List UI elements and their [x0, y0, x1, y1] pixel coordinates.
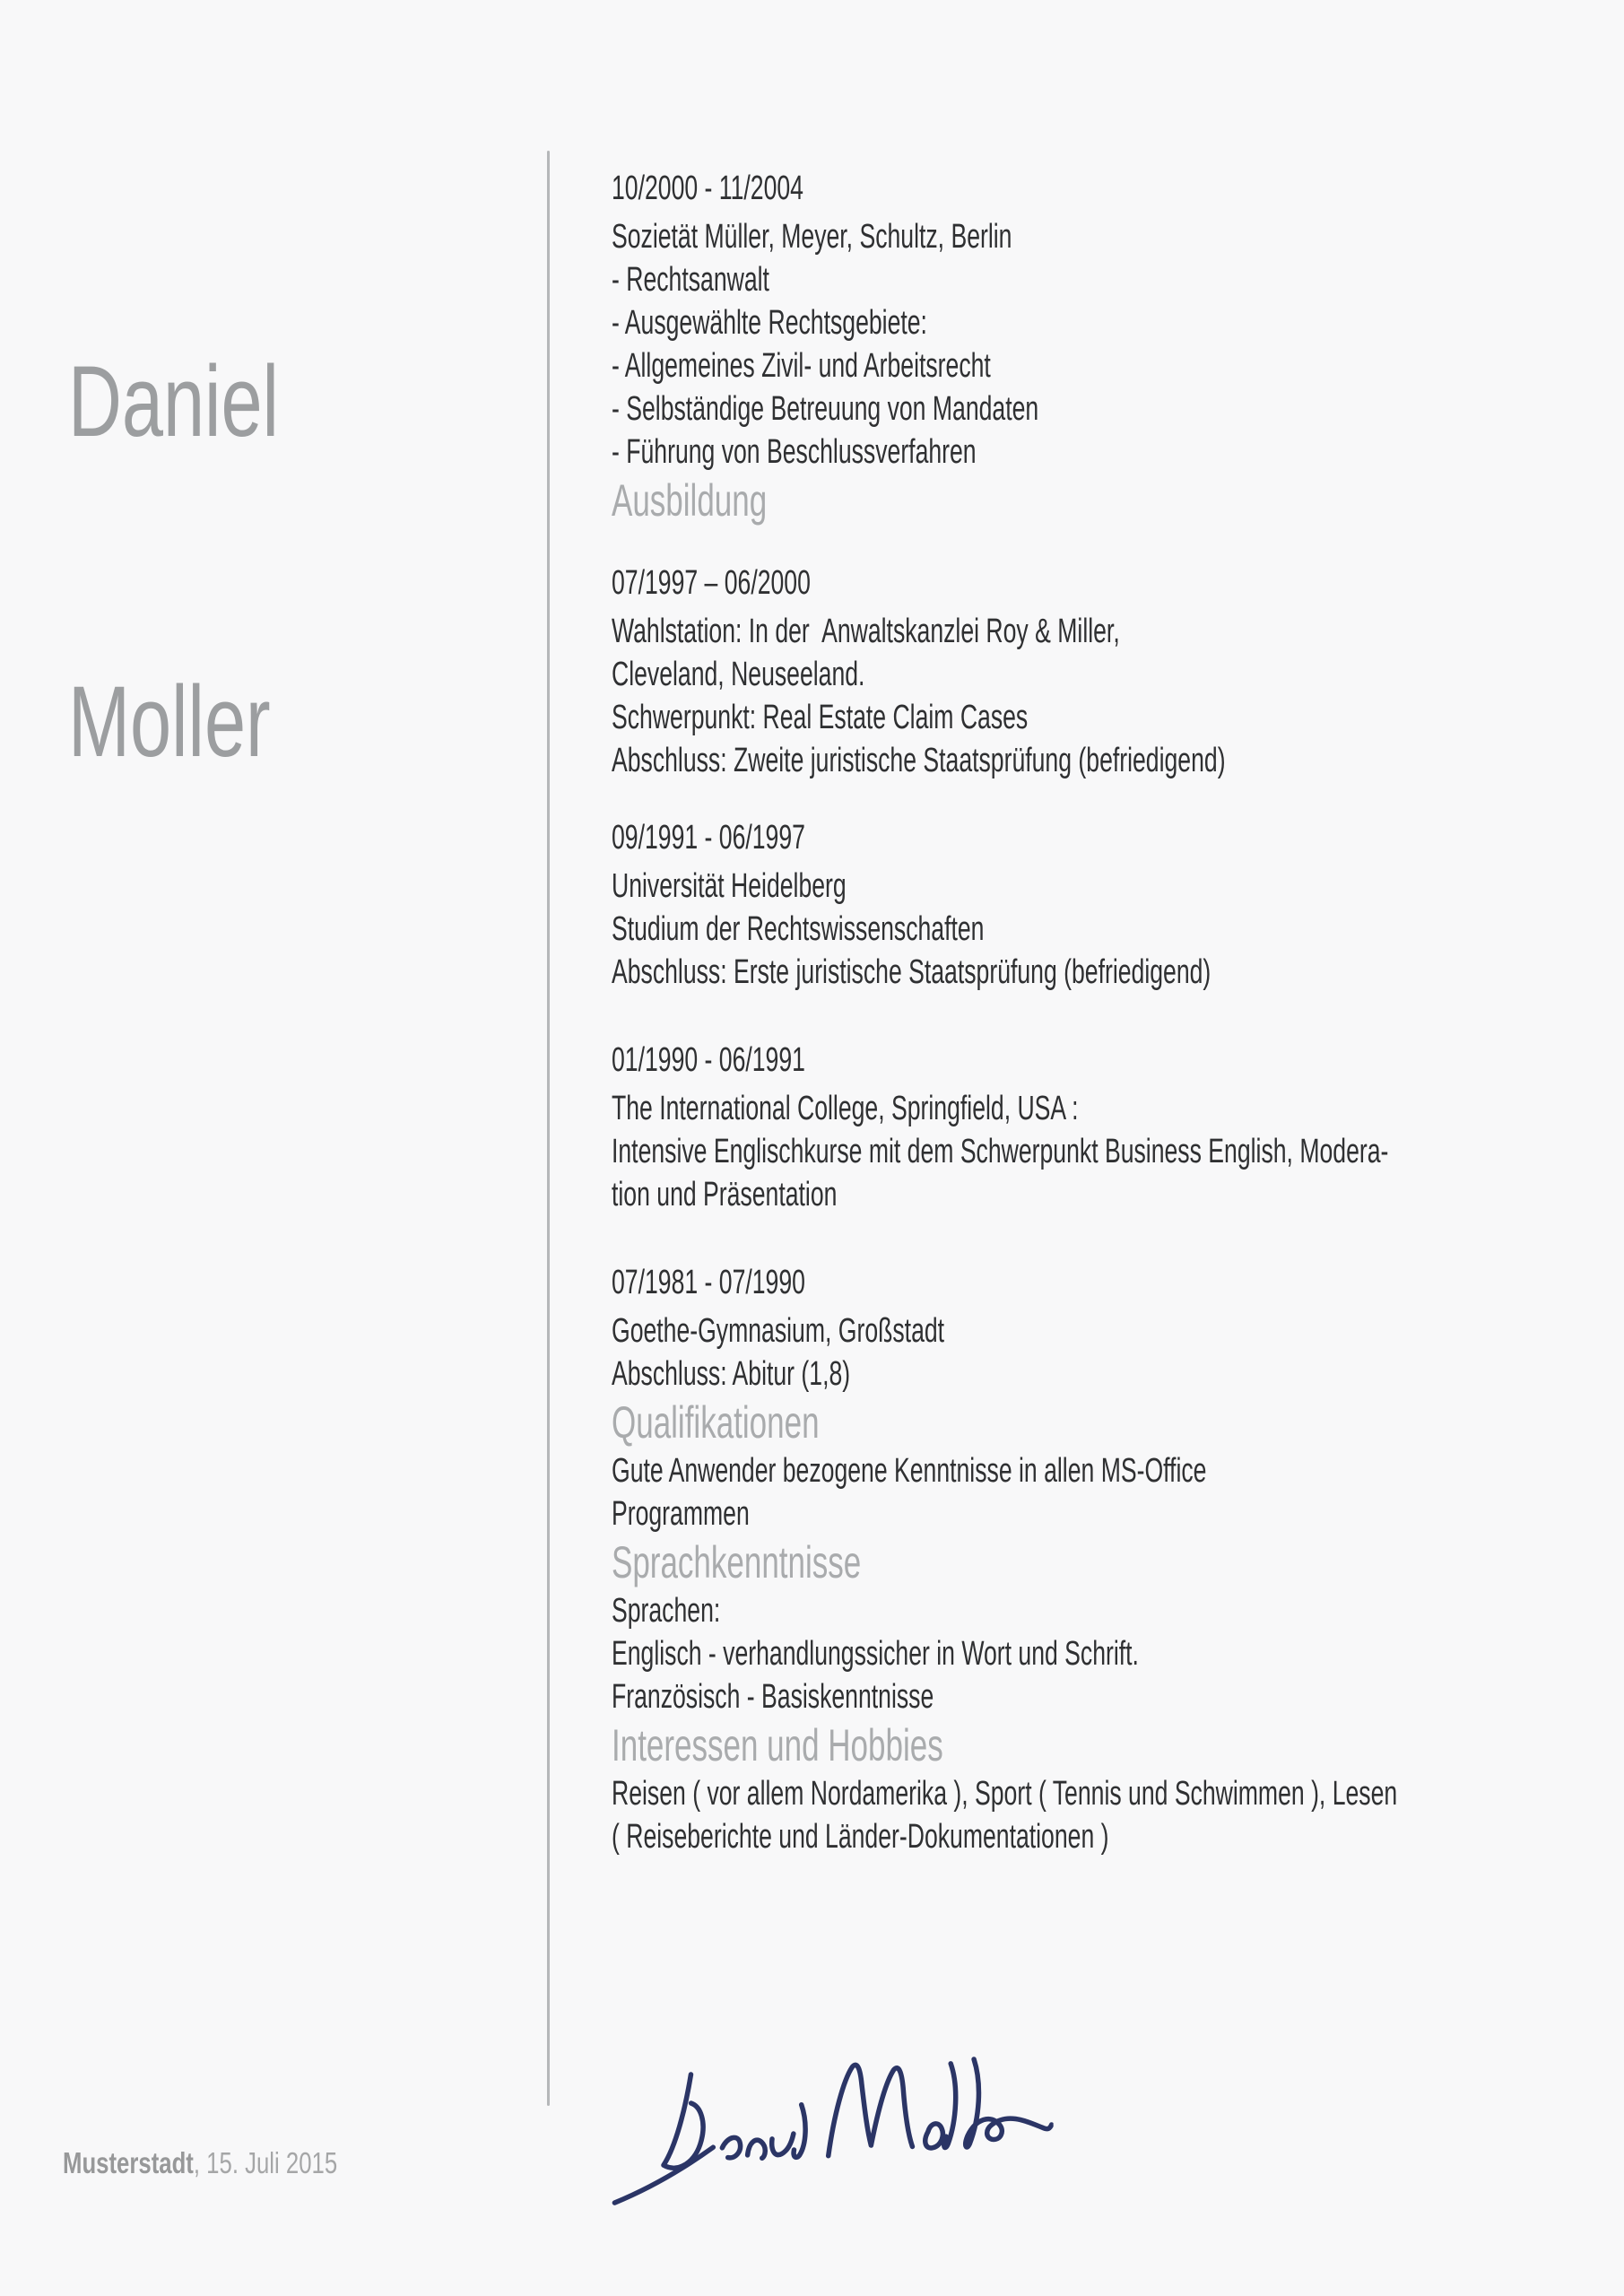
signature-stroke: [660, 2074, 704, 2169]
entry-line: Englisch - verhandlungssicher in Wort und Schrift.: [612, 1635, 1139, 1673]
entry-date: 09/1991 - 06/1997: [612, 819, 805, 857]
entry-line: Reisen ( vor allem Nordamerika ), Sport ( Tennis und Schwimmen ), Lesen: [612, 1775, 1398, 1813]
signature-stroke: [612, 2147, 715, 2203]
entry-line: ( Reiseberichte und Länder-Dokumentationen ): [612, 1818, 1109, 1856]
place-and-date: [63, 2145, 337, 2181]
entry-line: Abschluss: Erste juristische Staatsprüfung (befriedigend): [612, 953, 1211, 991]
entry-line: Goethe-Gymnasium, Großstadt: [612, 1312, 945, 1350]
experience-entry: [612, 167, 1522, 474]
candidate-first-name: Daniel: [68, 345, 279, 457]
entry-line: Schwerpunkt: Real Estate Claim Cases: [612, 699, 1029, 736]
education-entry: [612, 1039, 1522, 1216]
signature: [585, 2044, 1056, 2231]
section-title-sprachkenntnisse: Sprachkenntnisse: [612, 1537, 862, 1587]
education-entry: [612, 561, 1522, 782]
entry-line: The International College, Springfield, USA :: [612, 1090, 1079, 1127]
section-title-qualifikationen: Qualifikationen: [612, 1397, 820, 1448]
entry-date: 07/1981 - 07/1990: [612, 1264, 805, 1301]
education-entry: [612, 1261, 1522, 1396]
entry-line: Wahlstation: In der Anwaltskanzlei Roy & Miller,: [612, 613, 1120, 650]
entry-line: - Allgemeines Zivil- und Arbeitsrecht: [612, 347, 991, 385]
entry-line: - Rechtsanwalt: [612, 261, 769, 299]
entry-line: Abschluss: Abitur (1,8): [612, 1355, 851, 1393]
entry-line: - Führung von Beschlussverfahren: [612, 433, 977, 471]
entry-line: Studium der Rechtswissenschaften: [612, 910, 985, 948]
entry-date: 07/1997 – 06/2000: [612, 564, 811, 602]
qualifications-section: [612, 1449, 1522, 1535]
entry-line: Sprachen:: [612, 1592, 721, 1630]
candidate-last-name: Moller: [68, 665, 271, 778]
signature-stroke: [721, 2105, 806, 2161]
entry-line: Intensive Englischkurse mit dem Schwerpunkt Business English, Modera-: [612, 1133, 1389, 1170]
entry-line: - Ausgewählte Rechtsgebiete:: [612, 304, 927, 342]
footer-date: , 15. Juli 2015: [193, 2146, 338, 2179]
candidate-name: [68, 135, 279, 988]
cv-content: [612, 167, 1522, 1858]
entry-line: Universität Heidelberg: [612, 867, 847, 905]
section-title-interessen: Interessen und Hobbies: [612, 1720, 943, 1770]
entry-line: - Selbständige Betreuung von Mandaten: [612, 390, 1039, 428]
entry-line: tion und Präsentation: [612, 1176, 838, 1213]
entry-line: Französisch - Basiskenntnisse: [612, 1678, 934, 1716]
entry-line: Abschluss: Zweite juristische Staatsprüfung (befriedigend): [612, 742, 1226, 779]
education-entry: [612, 816, 1522, 994]
vertical-divider: [547, 151, 550, 2106]
entry-date: 10/2000 - 11/2004: [612, 170, 803, 207]
languages-section: [612, 1589, 1522, 1718]
entry-line: Gute Anwender bezogene Kenntnisse in allen MS-Office: [612, 1452, 1207, 1490]
entry-line: Sozietät Müller, Meyer, Schultz, Berlin: [612, 218, 1012, 256]
signature-stroke: [923, 2057, 1053, 2149]
section-title-ausbildung: Ausbildung: [612, 475, 768, 526]
hobbies-section: [612, 1772, 1522, 1858]
signature-stroke: [825, 2063, 912, 2155]
footer-city: Musterstadt: [63, 2146, 194, 2179]
entry-date: 01/1990 - 06/1991: [612, 1041, 805, 1079]
entry-line: Cleveland, Neuseeland.: [612, 656, 865, 693]
entry-line: Programmen: [612, 1495, 750, 1533]
